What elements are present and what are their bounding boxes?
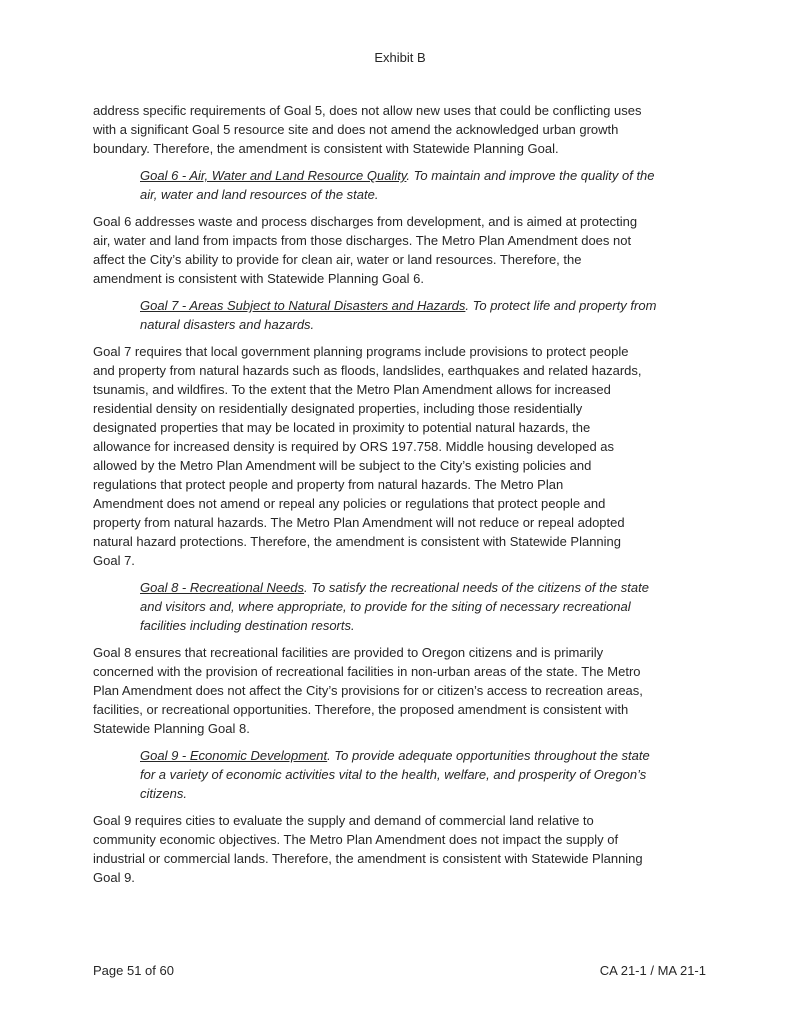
text-line: for a variety of economic activities vital to the health, welfare, and prosperity of Oregon’s (140, 767, 647, 782)
text-line: air, water and land resources of the state. (140, 187, 379, 202)
text-line: property from natural hazards. The Metro Plan Amendment will not reduce or repeal adopted (93, 515, 625, 530)
goal-title: Goal 6 - Air, Water and Land Resource Quality (140, 168, 407, 183)
text-line: Amendment does not amend or repeal any policies or regulations that protect people and (93, 496, 606, 511)
text-line (140, 746, 713, 765)
text-line: industrial or commercial lands. Therefore, the amendment is consistent with Statewide Planning (93, 851, 643, 866)
text-line: allowance for increased density is required by ORS 197.758. Middle housing developed as (93, 439, 615, 454)
text-line: and visitors and, where appropriate, to provide for the siting of necessary recreational (140, 599, 631, 614)
goal-statement (140, 296, 713, 334)
text-line: Goal 8 ensures that recreational facilities are provided to Oregon citizens and is primarily (93, 645, 604, 660)
goal-text: . To protect life and property from (465, 298, 657, 313)
text-line: concerned with the provision of recreational facilities in non-urban areas of the state. The Metro (93, 664, 641, 679)
paragraph (93, 212, 713, 288)
text-line: tsunamis, and wildfires. To the extent that the Metro Plan Amendment allows for increased (93, 382, 611, 397)
text-line (140, 166, 713, 185)
exhibit-title: Exhibit B (374, 50, 426, 65)
text-line: Goal 6 addresses waste and process discharges from development, and is aimed at protecting (93, 214, 638, 229)
text-line: facilities, or recreational opportunities. Therefore, the proposed amendment is consistent with (93, 702, 629, 717)
paragraph (93, 101, 713, 158)
text-line: amendment is consistent with Statewide Planning Goal 6. (93, 271, 424, 286)
paragraph (93, 811, 713, 887)
text-line: and property from natural hazards such as floods, landslides, earthquakes and related hazards, (93, 363, 642, 378)
text-line: natural disasters and hazards. (140, 317, 315, 332)
text-line (140, 296, 713, 315)
text-line: community economic objectives. The Metro Plan Amendment does not impact the supply of (93, 832, 619, 847)
text-line: Goal 7 requires that local government planning programs include provisions to protect people (93, 344, 629, 359)
goal-text: . To maintain and improve the quality of the (406, 168, 655, 183)
text-line: residential density on residentially designated properties, including those residentially (93, 401, 583, 416)
text-line: address specific requirements of Goal 5, does not allow new uses that could be conflicting uses (93, 103, 642, 118)
text-line: air, water and land from impacts from those discharges. The Metro Plan Amendment does not (93, 233, 632, 248)
text-line: with a significant Goal 5 resource site and does not amend the acknowledged urban growth (93, 122, 619, 137)
goal-title: Goal 9 - Economic Development (140, 748, 328, 763)
text-line (140, 578, 713, 597)
text-line: Statewide Planning Goal 8. (93, 721, 250, 736)
goal-title: Goal 8 - Recreational Needs (140, 580, 305, 595)
goal-text: . To satisfy the recreational needs of the citizens of the state (304, 580, 649, 595)
goal-text: . To provide adequate opportunities throughout the state (327, 748, 650, 763)
text-line: citizens. (140, 786, 187, 801)
document-reference: CA 21-1 / MA 21-1 (599, 963, 706, 978)
paragraph (93, 643, 713, 738)
text-line: boundary. Therefore, the amendment is consistent with Statewide Planning Goal. (93, 141, 559, 156)
goal-statement (140, 166, 713, 204)
text-line: facilities including destination resorts. (140, 618, 355, 633)
document-body (93, 101, 713, 895)
paragraph (93, 342, 713, 570)
text-line: allowed by the Metro Plan Amendment will be subject to the City’s existing policies and (93, 458, 592, 473)
text-line: affect the City’s ability to provide for clean air, water or land resources. Therefore, the (93, 252, 582, 267)
goal-statement (140, 578, 713, 635)
text-line: Plan Amendment does not affect the City’s provisions for or citizen’s access to recreation areas, (93, 683, 643, 698)
text-line: Goal 9. (93, 870, 135, 885)
page-number: Page 51 of 60 (93, 963, 174, 978)
page-header (0, 48, 800, 67)
text-line: Goal 7. (93, 553, 135, 568)
goal-statement (140, 746, 713, 803)
goal-title: Goal 7 - Areas Subject to Natural Disasters and Hazards (140, 298, 466, 313)
text-line: designated properties that may be located in proximity to potential natural hazards, the (93, 420, 591, 435)
text-line: regulations that protect people and property from natural hazards. The Metro Plan (93, 477, 564, 492)
text-line: natural hazard protections. Therefore, the amendment is consistent with Statewide Planning (93, 534, 622, 549)
text-line: Goal 9 requires cities to evaluate the supply and demand of commercial land relative to (93, 813, 594, 828)
